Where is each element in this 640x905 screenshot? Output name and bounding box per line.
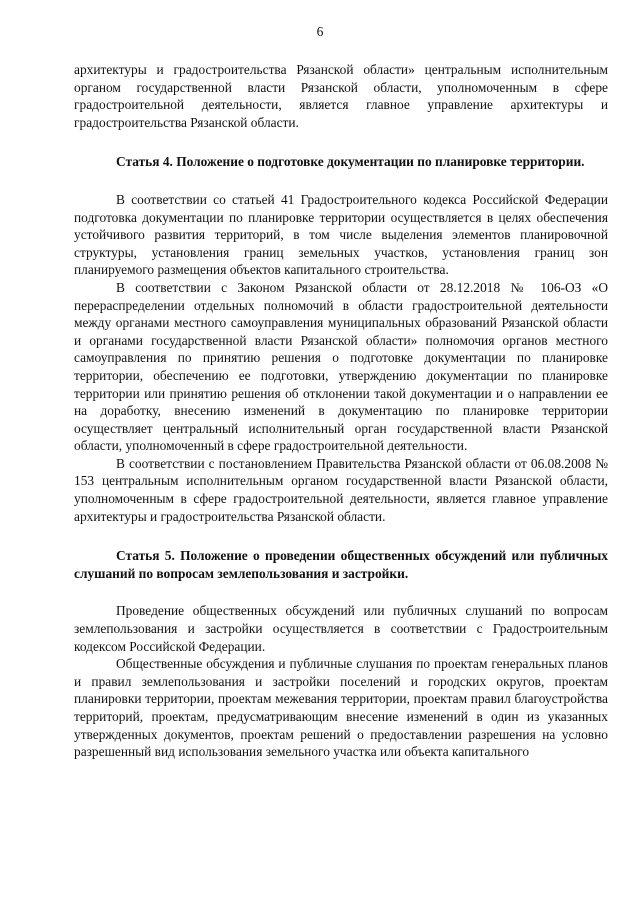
article-4-paragraph-1: В соответствии со статьей 41 Градостроительного кодекса Российской Федерации подготовка документации по планировке территории осуществляется в целях обеспечения устойчивого развития территорий, в том числе выделения элементов планировочной структуры, установления границ земельных участков, установления границ зон планируемого размещения объектов капитального строительства. (74, 191, 608, 278)
document-body (74, 61, 608, 761)
article-4-heading: Статья 4. Положение о подготовке документации по планировке территории. (116, 154, 585, 170)
article-5-heading: Статья 5. Положение о проведении общественных обсуждений или публичных слушаний по вопросам землепользования и застройки. (74, 548, 608, 581)
article-4-paragraph-2: В соответствии с Законом Рязанской области от 28.12.2018 № 106-ОЗ «О перераспределении отдельных полномочий в области градостроительной деятельности между органами местного самоуправления муниципальных образований Рязанской области и органами государственной власти Рязанской области» полномочия органов местного самоуправления по принятию решения о подготовке документации по планировке территории, обеспечению ее подготовки, утверждению документации по планировке территории или принятию решения об отклонении такой документации и о направлении ее на доработку, внесению изменений в документацию по планировке территории осуществляет центральный исполнительный орган государственной власти Рязанской области, уполномоченный в сфере градостроительной деятельности. (74, 279, 608, 454)
paragraph-intro: архитектуры и градостроительства Рязанской области» центральным исполнительным органом государственной власти Рязанской области, уполномоченным в сфере градостроительной деятельности, является главное управление архитектуры и градостроительства Рязанской области. (74, 62, 608, 130)
page-number: 6 (316, 24, 324, 39)
article-5-paragraph-2: Общественные обсуждения и публичные слушания по проектам генеральных планов и правил землепользования и застройки поселений и городских округов, проектам планировки территории, проектам межевания территории, проектам правил благоустройства территорий, проектам, предусматривающим внесение изменений в один из указанных утвержденных документов, проектам решений о предоставлении разрешения на условно разрешенный вид использования земельного участка или объекта капитального (74, 656, 608, 760)
article-4-paragraph-3: В соответствии с постановлением Правительства Рязанской области от 06.08.2008 № 153 центральным исполнительным органом государственной власти Рязанской области, уполномоченным в сфере градостроительной деятельности, является главное управление архитектуры и градостроительства Рязанской области. (74, 455, 608, 524)
article-5-paragraph-1: Проведение общественных обсуждений или публичных слушаний по вопросам землепользования и застройки осуществляется в соответствии с Градостроительным кодексом Российской Федерации. (74, 603, 608, 654)
